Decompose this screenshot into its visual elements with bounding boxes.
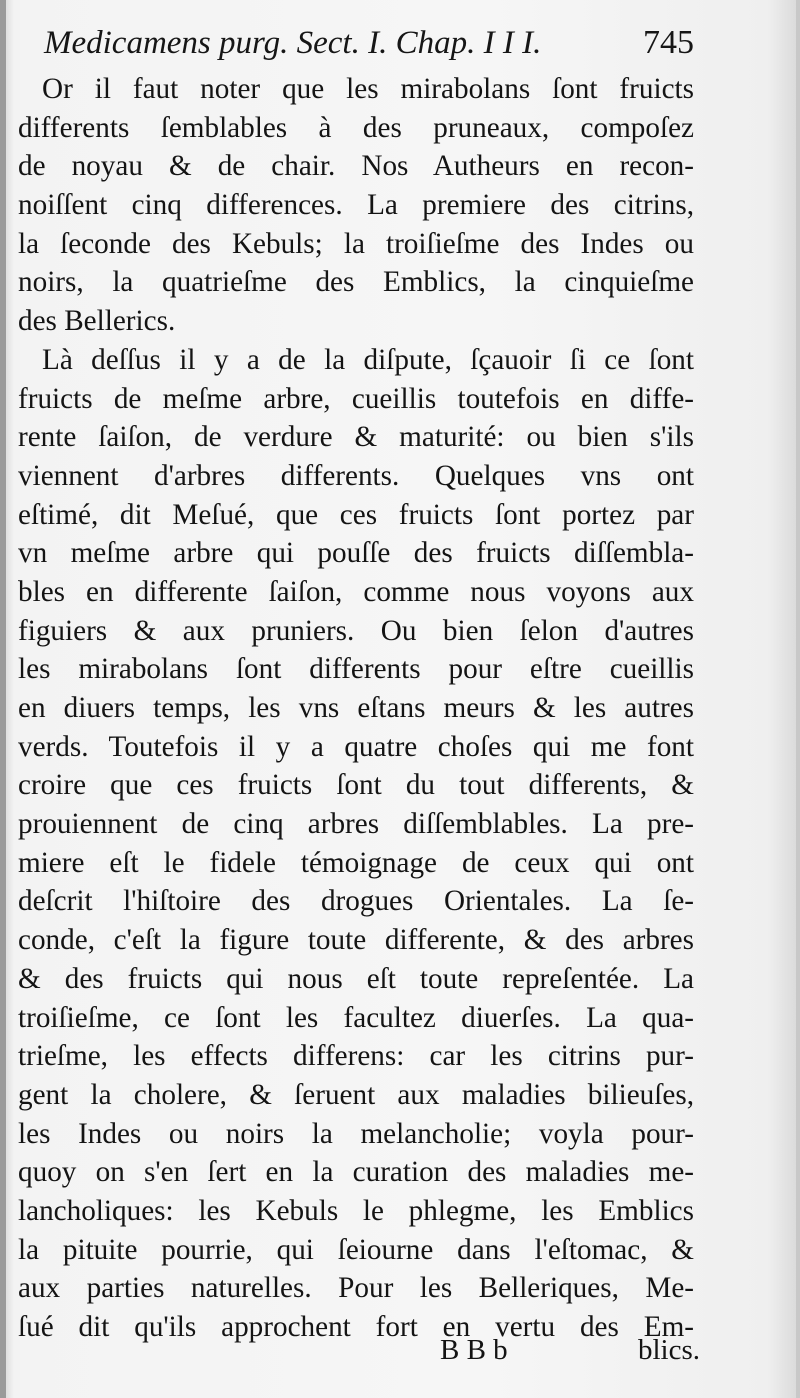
text-line: les mirabolans ſont differents pour eſtre cueillis [18, 653, 694, 686]
text-line: figuiers & aux pruniers. Ou bien ſelon d'autres [18, 614, 694, 647]
text-line: verds. Toutefois il y a quatre choſes qui me font [18, 730, 694, 763]
text-line: noirs, la quatrieſme des Emblics, la cinquieſme [18, 266, 694, 299]
text-line: differents ſemblables à des pruneaux, compoſez [18, 111, 694, 144]
text-line: rente ſaiſon, de verdure & maturité: ou bien s'ils [18, 421, 694, 454]
text-line: quoy on s'en ſert en la curation des maladies me- [18, 1156, 694, 1189]
text-line: conde, c'eſt la figure toute differente, & des arbres [18, 924, 694, 957]
text-line: viennent d'arbres differents. Quelques vns ont [18, 459, 694, 492]
page-number: 745 [643, 24, 694, 61]
text-line: troiſieſme, ce ſont les facultez diuerſes. La qua- [18, 1001, 694, 1034]
text-line: vn meſme arbre qui pouſſe des fruicts diſſembla- [18, 537, 694, 570]
signature-mark: B B b [440, 1333, 508, 1366]
text-line: de noyau & de chair. Nos Autheurs en recon- [18, 150, 694, 183]
text-line: en diuers temps, les vns eſtans meurs & les autres [18, 692, 694, 724]
text-line: des Bellerics. [18, 305, 176, 338]
text-line: gent la cholere, & ſeruent aux maladies bilieuſes, [18, 1078, 694, 1111]
text-line: ſué dit qu'ils approchent fort en vertu des Em- [18, 1311, 694, 1343]
text-line: lancholiques: les Kebuls le phlegme, les Emblics [18, 1194, 694, 1227]
text-line: eſtimé, dit Meſué, que ces fruicts ſont portez par [18, 498, 694, 531]
text-line: & des fruicts qui nous eſt toute repreſentée. La [18, 962, 694, 995]
text-line: trieſme, les effects differens: car les citrins pur- [18, 1040, 694, 1073]
running-head [44, 20, 694, 66]
page-footer [440, 1330, 700, 1370]
page-edge [796, 0, 800, 1398]
running-title: Medicamens purg. Sect. I. Chap. I I I. [44, 24, 542, 61]
text-line: Or il faut noter que les mirabolans ſont fruicts [42, 73, 694, 105]
text-line: Là deſſus il y a de la diſpute, ſçauoir ſi ce ſont [42, 343, 694, 376]
body-text [18, 70, 694, 1347]
text-line: noiſſent cinq differences. La premiere des citrins, [18, 189, 694, 222]
text-line: prouiennent de cinq arbres diſſemblables. La pre- [18, 808, 694, 841]
text-line: miere eſt le fidele témoignage de ceux qui ont [18, 846, 694, 879]
catchword: blics. [637, 1333, 700, 1366]
text-line: deſcrit l'hiſtoire des drogues Orientales. La ſe- [18, 885, 694, 918]
text-line: aux parties naturelles. Pour les Belleriques, Me- [18, 1272, 694, 1305]
text-line: fruicts de meſme arbre, cueillis toutefois en diffe- [18, 382, 694, 415]
paragraph-2 [18, 341, 694, 1347]
text-line: la pituite pourrie, qui ſeiourne dans l'eſtomac, & [18, 1233, 694, 1266]
text-line: les Indes ou noirs la melancholie; voyla pour- [18, 1117, 694, 1150]
paragraph-1 [18, 70, 694, 341]
page-gutter-shadow [0, 0, 6, 1398]
text-line: bles en differente ſaiſon, comme nous voyons aux [18, 575, 694, 608]
text-line: croire que ces fruicts ſont du tout differents, & [18, 769, 694, 802]
text-line: la ſeconde des Kebuls; la troiſieſme des Indes ou [18, 227, 694, 260]
